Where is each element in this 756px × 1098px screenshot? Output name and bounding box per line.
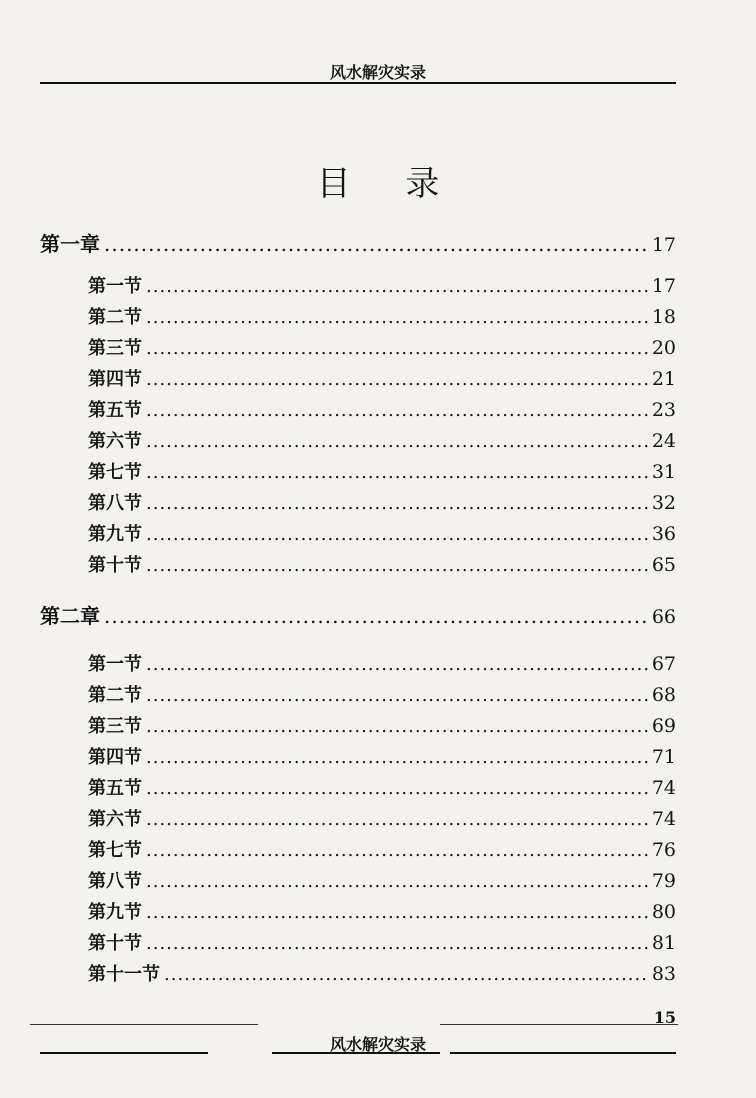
toc-section-entry	[88, 774, 676, 804]
toc-section-entry	[88, 520, 676, 550]
chapter-label: 第二章	[40, 604, 100, 628]
section-page-number: 18	[651, 306, 676, 328]
dot-leader	[146, 871, 648, 892]
section-page-number: 17	[651, 275, 676, 297]
section-label: 第七节	[88, 840, 142, 861]
section-page-number: 23	[651, 399, 676, 421]
dot-leader	[146, 276, 648, 297]
toc-section-entry	[88, 334, 676, 364]
toc-chapter-entry	[40, 228, 676, 258]
section-page-number: 80	[651, 901, 676, 923]
section-label: 第六节	[88, 431, 142, 452]
dot-leader	[146, 307, 648, 328]
toc-heading: 目 录	[316, 164, 462, 204]
dot-leader	[146, 902, 648, 923]
section-label: 第一节	[88, 654, 142, 675]
section-label: 第八节	[88, 871, 142, 892]
toc-section-entry	[88, 365, 676, 395]
toc-section-entry	[88, 681, 676, 711]
dot-leader	[104, 232, 648, 256]
dot-leader	[146, 369, 648, 390]
section-label: 第十节	[88, 933, 142, 954]
section-page-number: 32	[651, 492, 676, 514]
dot-leader	[146, 462, 648, 483]
toc-section-entry	[88, 836, 676, 866]
dot-leader	[146, 400, 648, 421]
toc-section-entry	[88, 929, 676, 959]
chapter-page-number: 17	[651, 234, 676, 256]
running-footer-title: 风水解灾实录	[329, 1035, 426, 1054]
section-label: 第十一节	[88, 964, 160, 985]
dot-leader	[146, 493, 648, 514]
section-page-number: 81	[651, 932, 676, 954]
dot-leader	[104, 604, 648, 628]
section-page-number: 20	[651, 337, 676, 359]
section-page-number: 65	[651, 554, 676, 576]
toc-section-entry	[88, 396, 676, 426]
section-label: 第十节	[88, 555, 142, 576]
section-label: 第四节	[88, 747, 142, 768]
section-page-number: 83	[651, 963, 676, 985]
toc-section-entry	[88, 743, 676, 773]
dot-leader	[146, 524, 648, 545]
section-label: 第四节	[88, 369, 142, 390]
section-label: 第三节	[88, 338, 142, 359]
dot-leader	[164, 964, 648, 985]
toc-section-entry	[88, 489, 676, 519]
section-page-number: 21	[651, 368, 676, 390]
section-label: 第五节	[88, 400, 142, 421]
section-label: 第九节	[88, 902, 142, 923]
toc-chapter-entry	[40, 600, 676, 630]
section-page-number: 67	[651, 653, 676, 675]
section-label: 第二节	[88, 685, 142, 706]
dot-leader	[146, 840, 648, 861]
section-label: 第五节	[88, 778, 142, 799]
dot-leader	[146, 685, 648, 706]
dot-leader	[146, 654, 648, 675]
section-label: 第七节	[88, 462, 142, 483]
section-label: 第一节	[88, 276, 142, 297]
toc-section-entry	[88, 898, 676, 928]
toc-section-entry	[88, 458, 676, 488]
section-page-number: 76	[651, 839, 676, 861]
toc-section-entry	[88, 712, 676, 742]
section-label: 第二节	[88, 307, 142, 328]
section-page-number: 24	[651, 430, 676, 452]
toc-section-entry	[88, 805, 676, 835]
section-label: 第九节	[88, 524, 142, 545]
toc-section-entry	[88, 650, 676, 680]
toc-section-entry	[88, 272, 676, 302]
section-page-number: 69	[651, 715, 676, 737]
running-header-title: 风水解灾实录	[329, 63, 426, 82]
footer-rule-middle	[272, 1052, 440, 1054]
chapter-page-number: 66	[651, 606, 676, 628]
footer-rule-left	[40, 1052, 208, 1054]
footer-rule-right	[450, 1052, 676, 1054]
section-page-number: 79	[651, 870, 676, 892]
section-page-number: 74	[651, 777, 676, 799]
page-number: 15	[653, 1008, 676, 1027]
dot-leader	[146, 778, 648, 799]
dot-leader	[146, 716, 648, 737]
toc-section-entry	[88, 867, 676, 897]
header-rule	[40, 82, 676, 84]
section-label: 第三节	[88, 716, 142, 737]
section-page-number: 71	[651, 746, 676, 768]
dot-leader	[146, 747, 648, 768]
toc-section-entry	[88, 427, 676, 457]
section-page-number: 68	[651, 684, 676, 706]
section-label: 第六节	[88, 809, 142, 830]
section-page-number: 74	[651, 808, 676, 830]
toc-section-entry	[88, 303, 676, 333]
dot-leader	[146, 933, 648, 954]
section-label: 第八节	[88, 493, 142, 514]
dot-leader	[146, 555, 648, 576]
dot-leader	[146, 809, 648, 830]
footer-top-rule-left	[30, 1024, 258, 1025]
footer-top-rule-right	[440, 1024, 678, 1025]
toc-section-entry	[88, 960, 676, 990]
dot-leader	[146, 431, 648, 452]
toc-section-entry	[88, 551, 676, 581]
dot-leader	[146, 338, 648, 359]
section-page-number: 31	[651, 461, 676, 483]
chapter-label: 第一章	[40, 232, 100, 256]
section-page-number: 36	[651, 523, 676, 545]
